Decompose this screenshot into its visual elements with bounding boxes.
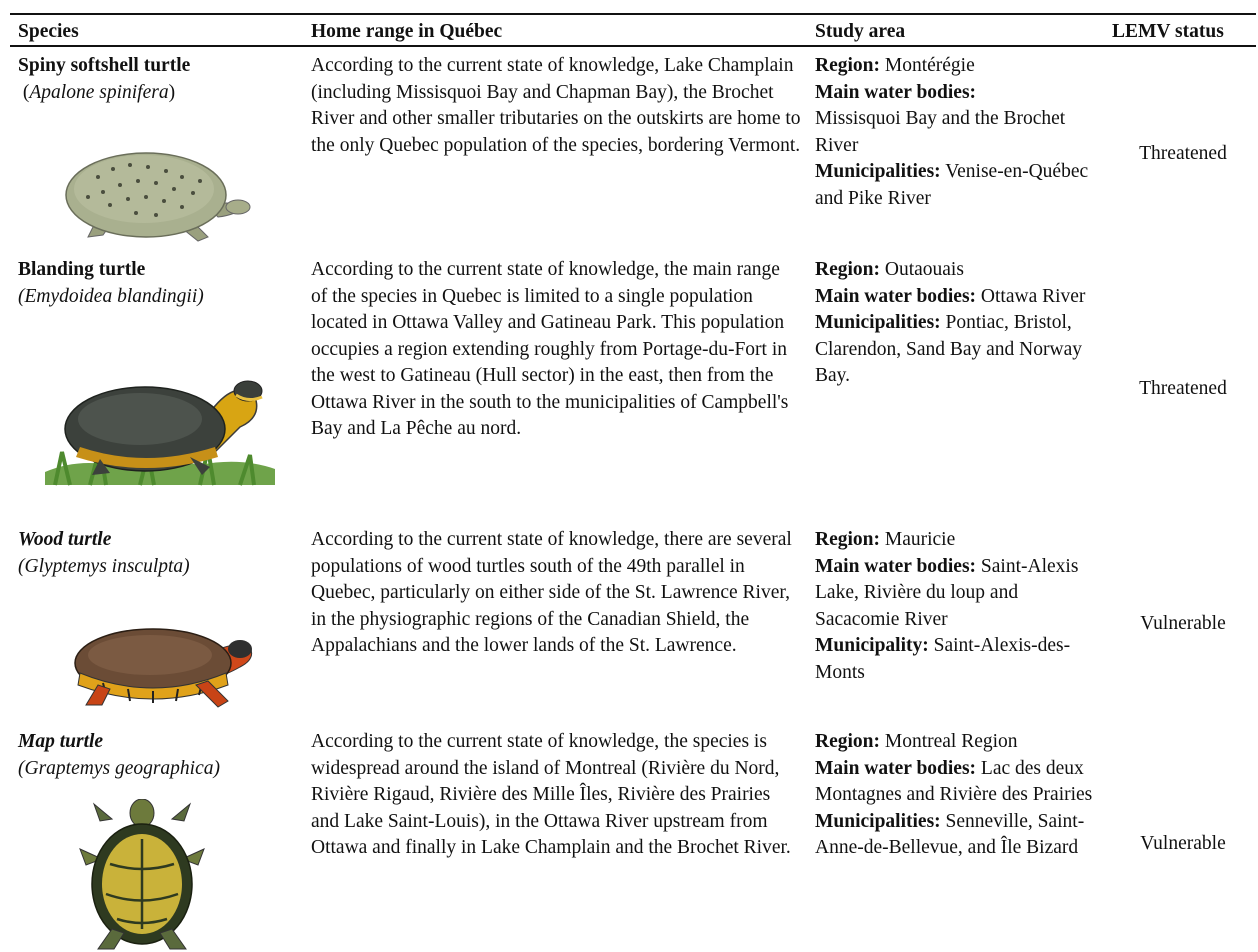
water-label: Main water bodies: — [815, 757, 977, 779]
municipalities-line — [815, 159, 1105, 212]
water-line — [815, 284, 1105, 311]
region-line — [815, 527, 1105, 554]
wood-turtle-illustration — [68, 615, 263, 715]
region-line — [815, 729, 1105, 756]
species-cell — [18, 53, 303, 106]
municipalities-label: Municipalities: — [815, 312, 941, 333]
region-value: Outaouais — [884, 259, 964, 280]
header-species: Species — [18, 21, 79, 42]
region-label: Region: — [815, 55, 880, 76]
municipalities-label: Municipalities: — [815, 810, 941, 832]
water-label: Main water bodies: — [815, 81, 977, 103]
region-line — [815, 53, 1105, 80]
region-label: Region: — [815, 529, 880, 550]
table-row — [0, 257, 1258, 501]
water-line — [815, 756, 1105, 809]
table-row — [0, 729, 1258, 952]
region-line — [815, 257, 1105, 284]
region-value: Montérégie — [884, 55, 975, 76]
blanding-turtle-illustration — [40, 357, 280, 492]
table-row — [0, 53, 1258, 243]
species-common-name: Wood turtle — [18, 529, 112, 550]
region-label: Region: — [815, 731, 880, 752]
species-latin-name: (Glyptemys insculpta) — [18, 555, 190, 577]
municipalities-line — [815, 809, 1105, 862]
species-cell — [18, 527, 303, 580]
species-common-name: Map turtle — [18, 731, 104, 752]
municipalities-label: Municipalities: — [815, 161, 941, 182]
species-latin-name: (Apalone spinifera) — [18, 81, 176, 103]
home-range-text: According to the current state of knowledge, the species is widespread around the island of Montreal (Rivière du Nord, Rivière Rigaud, Rivière des Mille Îles, Rivière des Prairies and Lake Saint-Louis), in the Ottawa River upstream from Ottawa and finally in Lake Champlain and the Brochet River. — [311, 731, 791, 858]
top-rule — [10, 13, 1256, 15]
softshell-turtle-illustration — [58, 137, 258, 247]
status-value: Vulnerable — [1140, 833, 1226, 854]
municipalities-value: Pontiac, Bristol, Clarendon, Sand Bay and Norway Bay. — [815, 312, 1082, 386]
home-range-text: According to the current state of knowledge, there are several populations of wood turtles south of the 49th parallel in Quebec, particularly on either side of the St. Lawrence River, in the physiographic regions of the Canadian Shield, the Appalachians and the lower lands of the St. Lawrence. — [311, 529, 792, 656]
header-status: LEMV status — [1112, 21, 1224, 42]
region-value: Montreal Region — [884, 731, 1018, 752]
species-latin-name: (Emydoidea blandingii) — [18, 285, 204, 307]
map-turtle-illustration — [72, 799, 212, 952]
water-label: Main water bodies: — [815, 285, 977, 307]
municipality-label: Municipality: — [815, 635, 929, 656]
header-rule — [10, 45, 1256, 47]
study-area-cell — [815, 527, 1105, 686]
header-home-range: Home range in Québec — [311, 21, 503, 42]
home-range-text: According to the current state of knowledge, the main range of the species in Quebec is limited to a single population located in Ottawa Valley and Gatineau Park. This population occupies a region extending roughly from Portage-du-Fort in the west to Gatineau (Hull sector) in the east, then from the Ottawa River in the south to the municipalities of Campbell's Bay and La Pêche au nord. — [311, 259, 789, 439]
species-cell — [18, 257, 303, 310]
municipalities-line — [815, 310, 1105, 390]
home-range-text: According to the current state of knowledge, Lake Champlain (including Missisquoi Bay and Chapman Bay), the Brochet River and other smaller tributaries on the outskirts are home to the only Quebec population of the species, bordering Vermont. — [311, 55, 801, 156]
region-label: Region: — [815, 259, 880, 280]
municipality-line — [815, 633, 1105, 686]
water-line — [815, 80, 1105, 160]
municipalities-value: Senneville, Saint-Anne-de-Bellevue, and Île Bizard — [815, 810, 1085, 858]
water-line — [815, 554, 1105, 634]
study-area-cell — [815, 257, 1105, 390]
species-latin-italic: Apalone spinifera — [29, 81, 169, 103]
water-label: Main water bodies: — [815, 555, 977, 577]
status-value: Threatened — [1139, 378, 1227, 399]
header-study-area: Study area — [815, 21, 906, 42]
municipalities-value: Venise-en-Québec and Pike River — [815, 161, 1089, 209]
status-value: Vulnerable — [1140, 613, 1226, 634]
study-area-cell — [815, 729, 1105, 862]
table-row — [0, 527, 1258, 707]
species-cell — [18, 729, 303, 782]
water-value: Lac des deux Montagnes and Rivière des Prairies — [815, 757, 1093, 805]
water-value: Ottawa River — [980, 285, 1086, 307]
water-value: Missisquoi Bay and the Brochet River — [815, 108, 1066, 156]
species-latin-name: (Graptemys geographica) — [18, 757, 220, 779]
study-area-cell — [815, 53, 1105, 212]
species-common-name: Blanding turtle — [18, 259, 146, 280]
species-common-name: Spiny softshell turtle — [18, 55, 191, 76]
water-value: Saint-Alexis Lake, Rivière du loup and Sacacomie River — [815, 555, 1079, 630]
status-value: Threatened — [1139, 143, 1227, 164]
municipality-value: Saint-Alexis-des-Monts — [815, 635, 1071, 683]
region-value: Mauricie — [884, 529, 956, 550]
